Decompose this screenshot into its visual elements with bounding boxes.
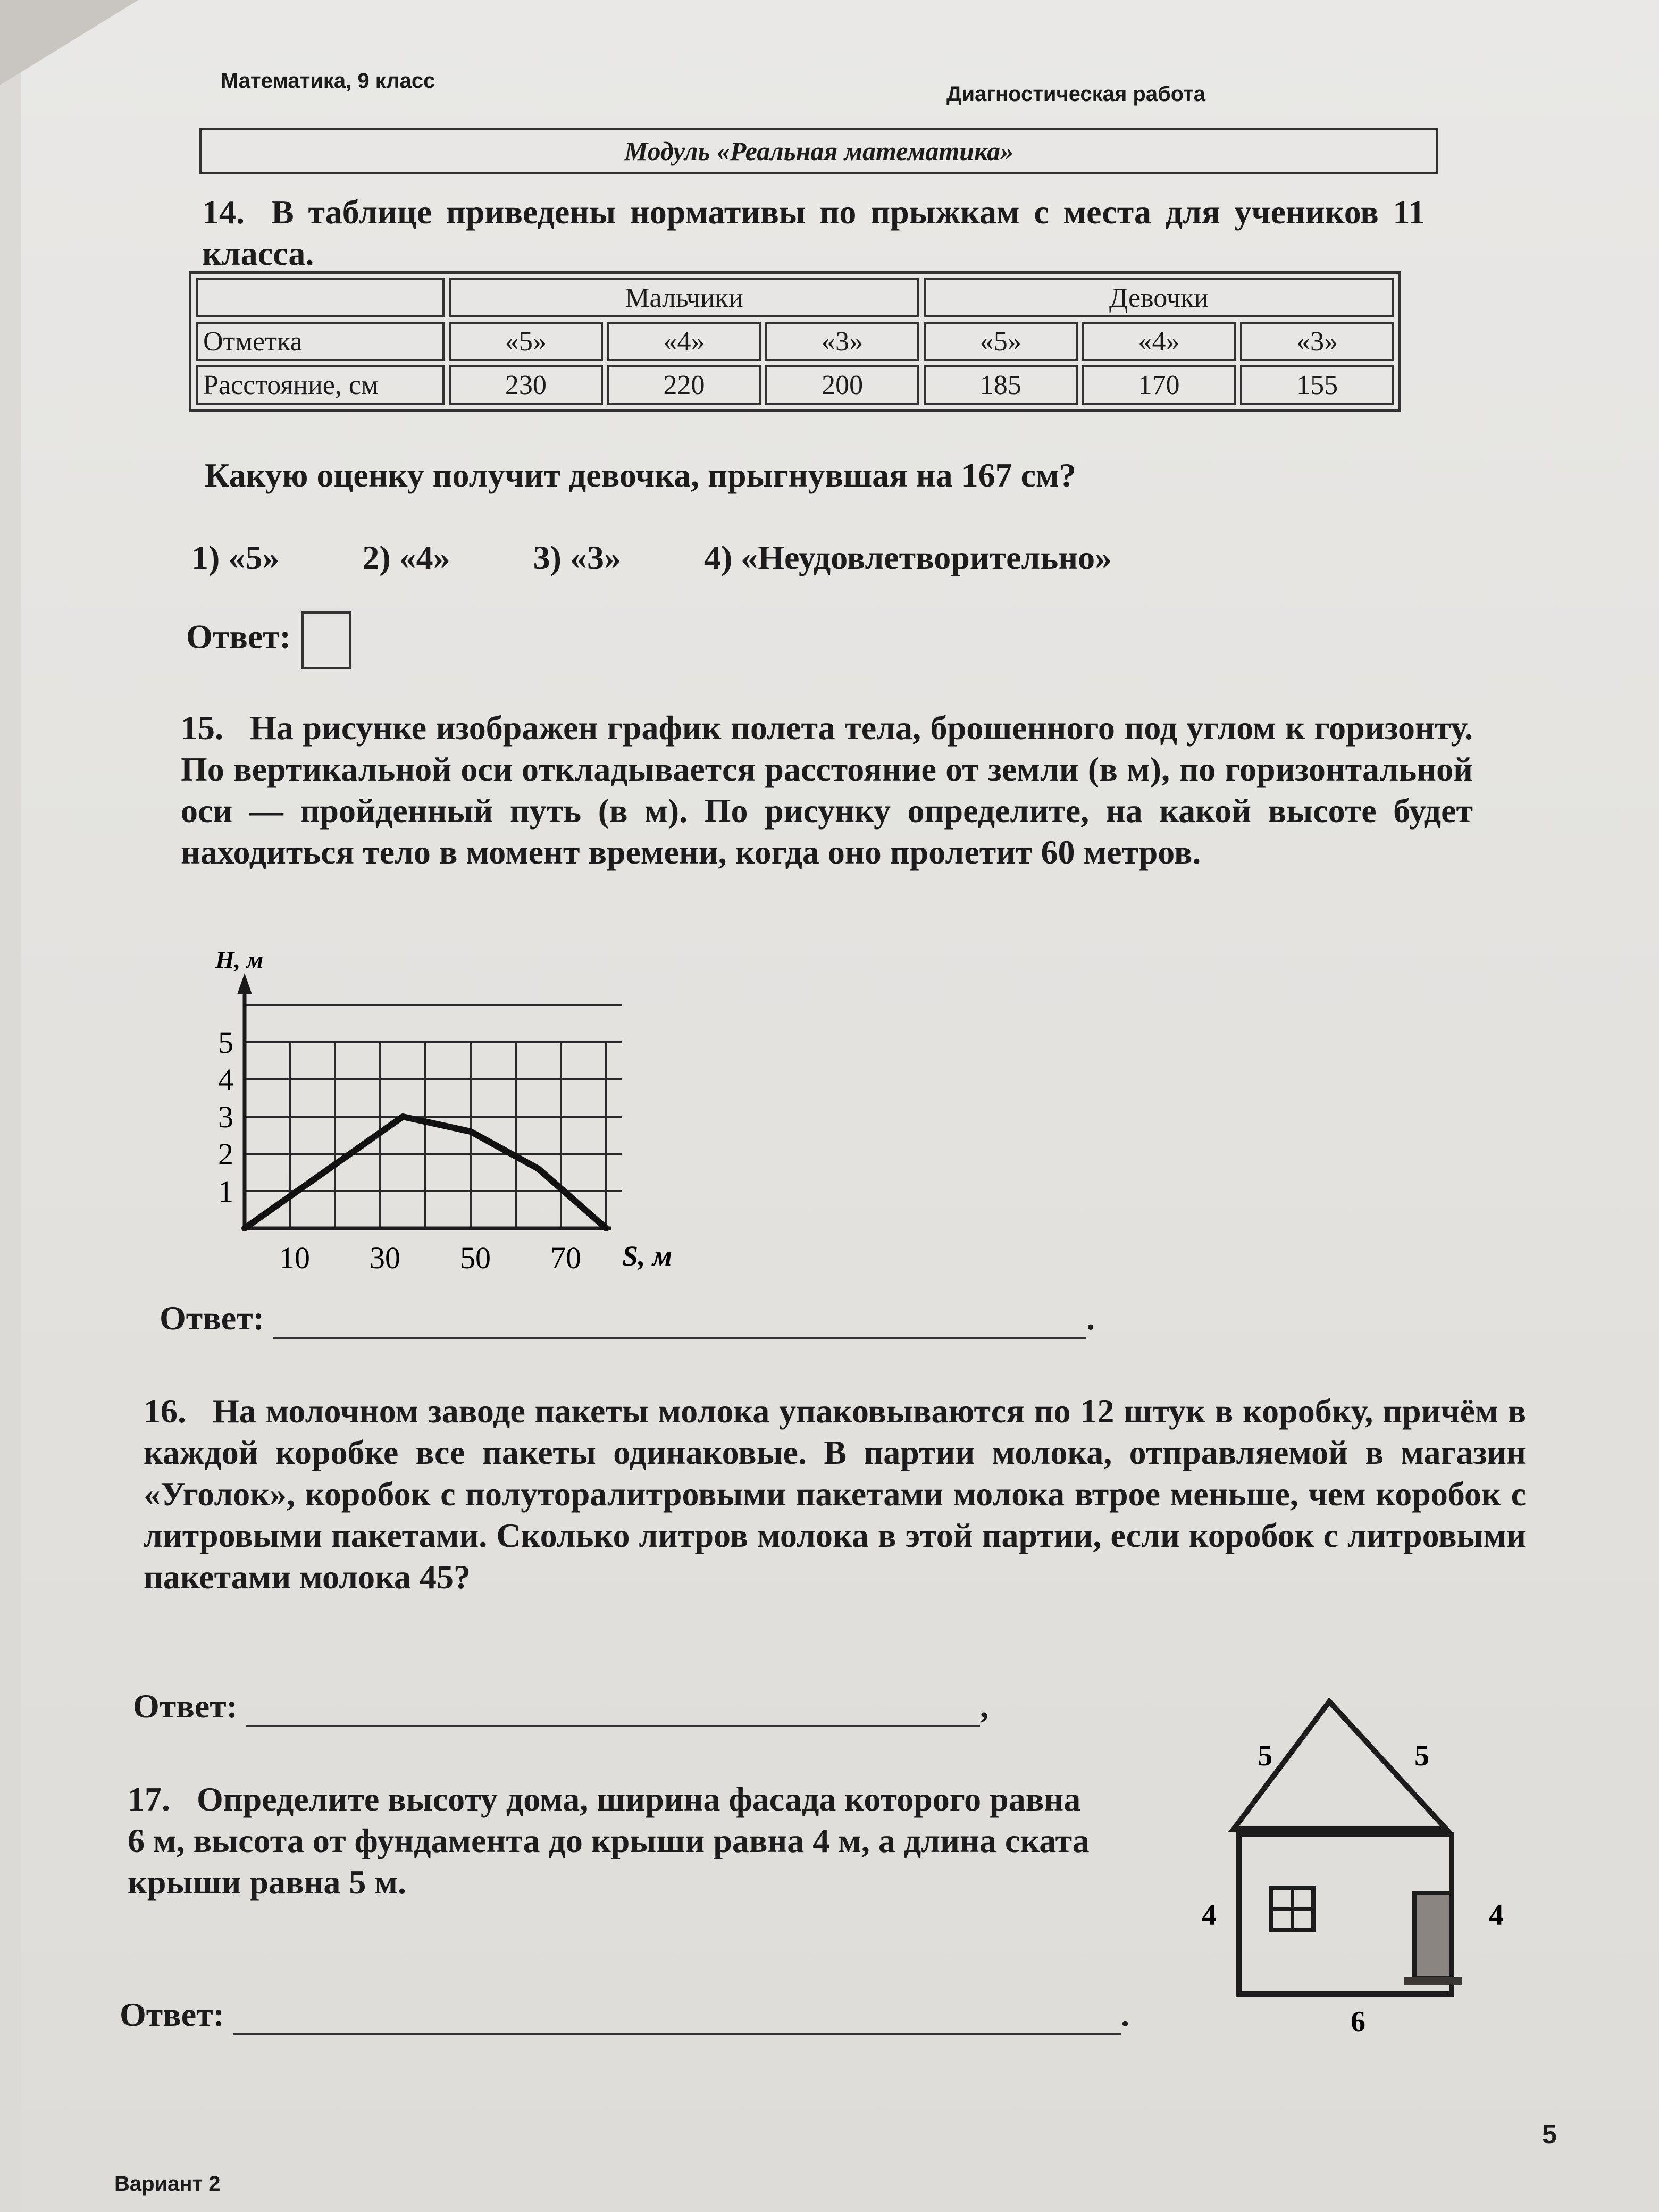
table-cell: 200 [765,365,919,405]
table-row [196,365,1394,405]
variant-label: Вариант 2 [114,2172,221,2196]
norms-table [189,271,1401,412]
answer-row-16 [133,1686,988,1727]
y-axis-label: H, м [215,946,264,973]
header-work-type: Диагностическая работа [946,82,1206,106]
table-row [196,278,1394,317]
table-cell: «3» [765,322,919,361]
table-cell: «5» [449,322,603,361]
answer-label: Ответ: [133,1687,238,1725]
question-16 [144,1390,1526,1598]
y-tick-label: 3 [218,1100,233,1134]
table-header-boys: Мальчики [449,278,919,317]
wall-left-label: 4 [1202,1899,1217,1932]
question-14-prompt: Какую оценку получит девочка, прыгнувшая на 167 см? [205,456,1076,494]
y-tick-label: 5 [218,1025,233,1060]
question-text: В таблице приведены нормативы по прыжкам с места для учеников 11 класса. [202,193,1425,272]
table-cell: 155 [1240,365,1394,405]
page-number: 5 [1542,2119,1557,2149]
answer-end: . [1120,1996,1129,2033]
header-subject: Математика, 9 класс [221,69,435,93]
answer-box[interactable] [301,611,351,669]
x-tick-label: 50 [460,1241,491,1275]
option-2[interactable]: 2) «4» [362,539,450,576]
question-number: 15. [181,709,223,747]
module-title: Модуль «Реальная математика» [199,128,1438,174]
answer-end: . [1086,1299,1095,1337]
option-4[interactable]: 4) «Неудовлетворительно» [703,539,1112,576]
question-15 [181,707,1473,873]
table-row [196,322,1394,361]
answer-row-14 [186,611,351,669]
table-cell-empty [196,278,445,317]
x-tick-label: 30 [370,1241,400,1275]
table-cell: 170 [1082,365,1236,405]
answer-line[interactable] [273,1305,1086,1339]
y-tick-label: 4 [218,1062,233,1097]
door-step [1404,1977,1462,1985]
table-cell: 230 [449,365,603,405]
question-number: 14. [202,193,245,231]
roof-right-label: 5 [1414,1739,1429,1772]
x-tick-label: 70 [550,1241,581,1275]
x-axis-label: S, м [622,1240,673,1272]
answer-options [191,537,1186,579]
flight-chart [175,920,728,1292]
door-icon [1414,1893,1452,1978]
roof-left-label: 5 [1258,1739,1272,1772]
answer-line[interactable] [246,1693,980,1727]
question-text: На рисунке изображен график полета тела, брошенного под углом к горизонту. По вертикальной оси откладывается расстояние от земли (в м), по горизонтальной оси — пройденный путь (в м). По рисунку определите, на какой высоте будет находиться тело в момент времени, когда оно пролетит 60 метров. [181,709,1473,871]
y-tick-label: 1 [218,1174,233,1209]
answer-row-17 [120,1994,1129,2035]
option-1[interactable]: 1) «5» [191,539,280,576]
question-17 [128,1779,1101,1903]
table-cell: «3» [1240,322,1394,361]
answer-label: Ответ: [160,1299,264,1337]
table-cell: «4» [1082,322,1236,361]
option-3[interactable]: 3) «3» [533,539,621,576]
house-figure [1170,1680,1574,2052]
table-cell: 220 [607,365,761,405]
answer-line[interactable] [233,2001,1121,2035]
answer-label: Ответ: [186,617,291,656]
table-header-girls: Девочки [924,278,1394,317]
table-cell: «5» [924,322,1078,361]
question-14 [202,191,1425,274]
answer-row-15 [160,1297,1095,1339]
question-number: 16. [144,1392,186,1430]
question-text: На молочном заводе пакеты молока упаковываются по 12 штук в коробку, причём в каждой коробке все пакеты одинаковые. В партии молока, отправляемой в магазин «Уголок», коробок с полуторалитровыми пакетами молока втрое меньше, чем коробок с литровыми пакетами. Сколько литров молока в этой партии, если коробок с литровыми пакетами молока 45? [144,1392,1526,1596]
x-tick-label: 10 [279,1241,310,1275]
table-row-label: Отметка [196,322,445,361]
question-number: 17. [128,1780,170,1818]
question-text: Определите высоту дома, ширина фасада которого равна 6 м, высота от фундамента до крыши равна 4 м, а длина ската крыши равна 5 м. [128,1780,1090,1901]
answer-label: Ответ: [120,1996,224,2033]
table-cell: 185 [924,365,1078,405]
table-cell: «4» [607,322,761,361]
base-label: 6 [1351,2005,1365,2038]
answer-end: , [979,1687,988,1725]
table-row-label: Расстояние, см [196,365,445,405]
wall-right-label: 4 [1489,1899,1504,1932]
page-corner [0,0,138,85]
y-axis-arrow [237,973,252,994]
y-tick-label: 2 [218,1137,233,1171]
